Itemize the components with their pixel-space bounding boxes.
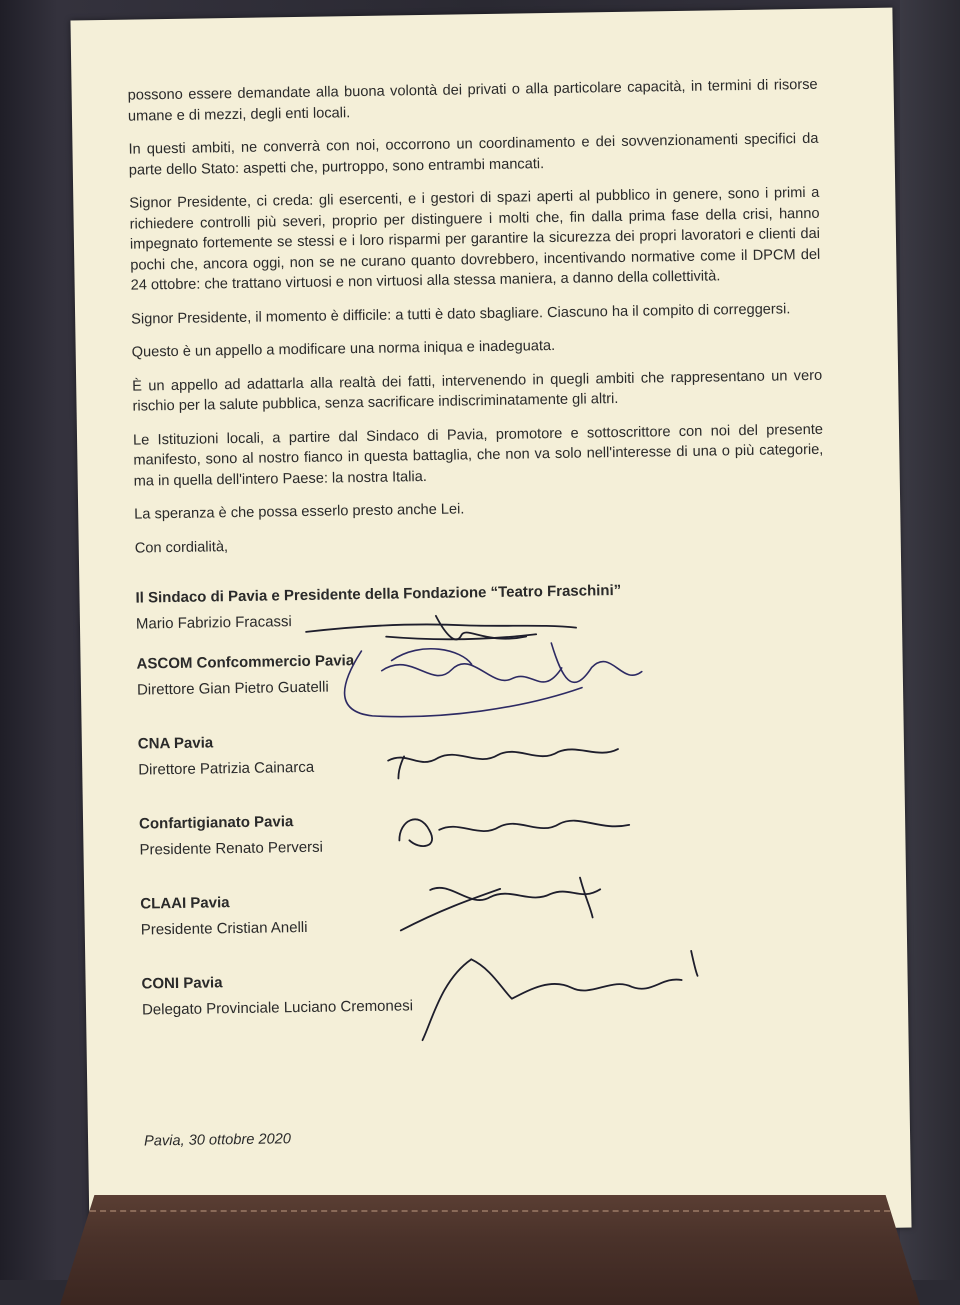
signatory-name: Presidente Renato Perversi (139, 838, 324, 859)
signatory-2 (136, 644, 827, 701)
paragraph: possono essere demandate alla buona volontà dei privati o alla particolare capacità, in termini di risorse umane e di mezzi, degli enti locali. (127, 76, 818, 125)
signatory-3 (138, 724, 829, 781)
signature-4 (389, 797, 650, 861)
paragraph: La speranza è che possa esserlo presto anche Lei. (134, 501, 465, 523)
signatory-name: Direttore Gian Pietro Guatelli (136, 678, 329, 699)
letter-body (127, 75, 832, 1021)
signatory-6 (141, 964, 832, 1021)
paragraph: Signor Presidente, il momento è difficile: a tutti è dato sbagliare. Ciascuno ha il compito di correggersi. (131, 300, 791, 328)
signatory-1 (135, 578, 826, 635)
paragraph: Questo è un appello a modificare una norma iniqua e inadeguata. (131, 337, 556, 361)
paragraph: In questi ambiti, ne converrà con noi, occorrono un coordinamento e dei sovvenzionamenti specifici da parte dello Stato: aspetti che, purtroppo, sono entrambi mancati. (128, 130, 819, 179)
signatory-name: Presidente Cristian Anelli (140, 918, 308, 939)
signature-3 (378, 727, 639, 791)
signature-2 (321, 626, 663, 731)
signatory-org: CNA Pavia (137, 734, 214, 753)
paragraph: Le Istituzioni locali, a partire dal Sindaco di Pavia, promotore e sottoscrittore con noi del presente manifesto, sono al nostro fianco in questa battaglia, che non va solo nell'interesse di una o più categorie, ma in quella dell'intero Paese: la nostra Italia. (132, 421, 824, 490)
signatory-org: ASCOM Confcommercio Pavia (136, 652, 355, 673)
signature-5 (380, 867, 641, 941)
signatory-org: CLAAI Pavia (140, 894, 230, 913)
signatory-org: CONI Pavia (141, 974, 223, 993)
signatory-org: Confartigianato Pavia (138, 813, 294, 833)
signature-6 (411, 946, 713, 1051)
signatory-name: Delegato Provinciale Luciano Cremonesi (141, 997, 414, 1019)
leather-stitching (90, 1210, 890, 1212)
date-place: Pavia, 30 ottobre 2020 (143, 1131, 292, 1150)
signatory-name: Direttore Patrizia Cainarca (138, 758, 315, 779)
signatory-4 (139, 804, 830, 861)
signatory-5 (140, 884, 831, 941)
signatory-org: Il Sindaco di Pavia e Presidente della Fondazione “Teatro Fraschini” (135, 581, 622, 607)
letter-page (70, 8, 911, 1241)
closing: Con cordialità, (134, 538, 229, 557)
signatory-name: Mario Fabrizio Fracassi (135, 613, 292, 633)
paragraph: Signor Presidente, ci creda: gli esercenti, e i gestori di spazi aperti al pubblico in genere, sono i primi a richiedere controlli più severi, proprio per distinguere i molti che, fin dalla prima fase della crisi, hanno impegnato fortemente se stessi e i loro risparmi per garantire la sicurezza dei propri lavoratori e clienti dai pochi che, ancora oggi, non se ne curano quanto dovrebbero, incentivando normative come il DPCM del 24 ottobre: che trattano virtuosi e non virtuosi alla stessa maniera, a danno della collettività. (129, 184, 821, 294)
paragraph: È un appello ad adattarla alla realtà dei fatti, intervenendo in quegli ambiti che rappresentano un vero rischio per la salute pubblica, senza sacrificare indiscriminatamente gli altri. (132, 367, 823, 415)
